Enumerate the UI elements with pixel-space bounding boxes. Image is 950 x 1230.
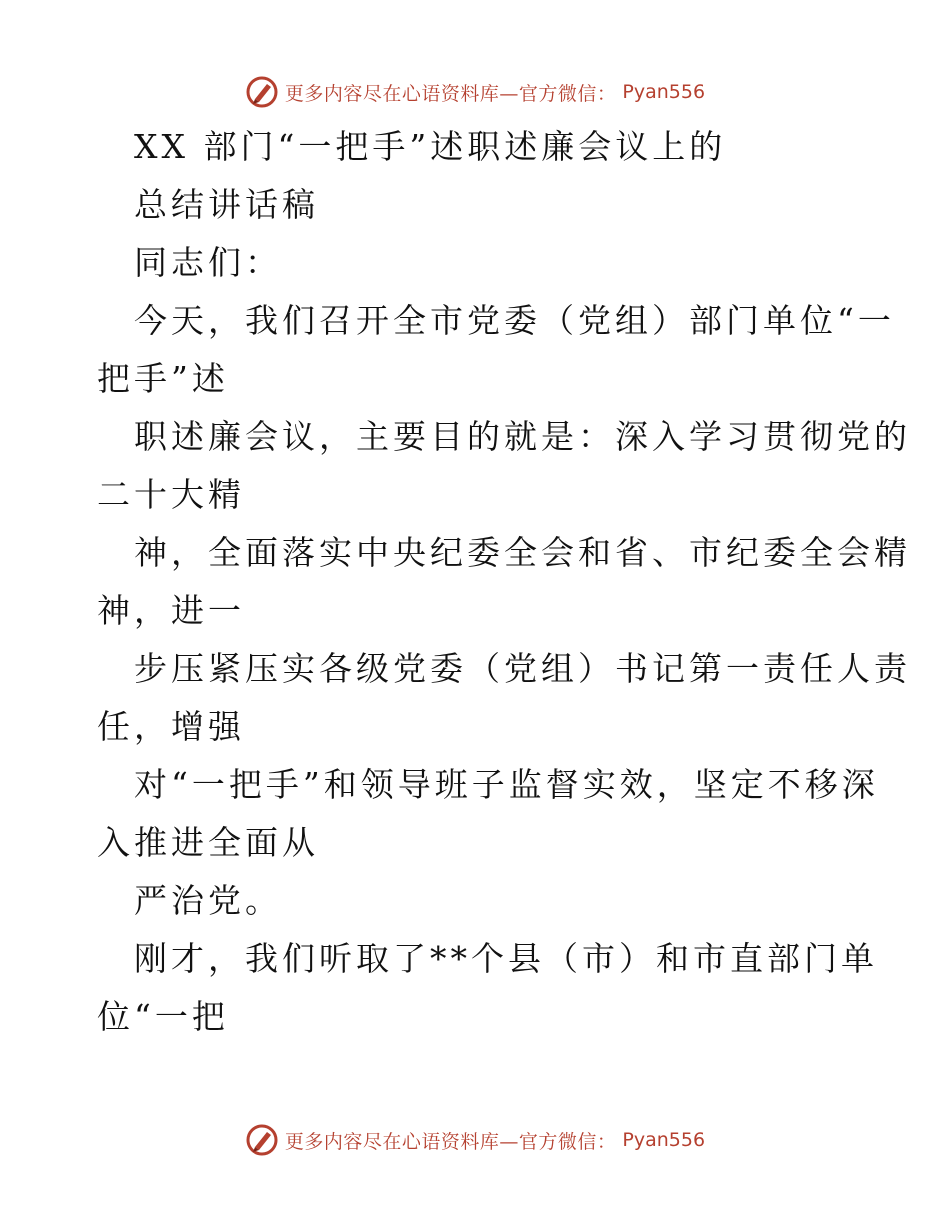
paragraph-line: 职述廉会议，主要目的就是：深入学习贯彻党的 — [134, 417, 911, 456]
paragraph-line: 任，增强 — [97, 707, 245, 746]
watermark-wechat-id: Pyan556 — [622, 1129, 706, 1151]
watermark-group — [245, 75, 705, 109]
document-title-line-2: 总结讲话稿 — [134, 185, 319, 224]
paragraph-line: 神，全面落实中央纪委全会和省、市纪委全会精 — [134, 533, 911, 572]
document-title-line-1: XX 部门“一把手”述职述廉会议上的 — [134, 127, 727, 166]
watermark-text: 更多内容尽在心语资料库—官方微信： — [284, 82, 617, 105]
paragraph-line: 今天，我们召开全市党委（党组）部门单位“一 — [134, 301, 895, 340]
paragraph-line: 二十大精 — [97, 475, 245, 514]
paragraph-line: 神，进一 — [97, 591, 245, 630]
paragraph-line: 对“一把手”和领导班子监督实效，坚定不移深 — [134, 765, 879, 804]
salutation: 同志们： — [134, 243, 282, 282]
paragraph-line: 把手”述 — [97, 359, 229, 398]
paragraph-line: 位“一把 — [97, 997, 229, 1036]
watermark-wechat-id: Pyan556 — [622, 81, 706, 103]
watermark-group — [245, 1123, 705, 1157]
watermark-text: 更多内容尽在心语资料库—官方微信： — [284, 1130, 617, 1153]
header-watermark — [0, 72, 950, 112]
pen-circle-logo-icon — [245, 1123, 279, 1157]
paragraph-line: 严治党。 — [134, 881, 282, 920]
footer-watermark — [0, 1120, 950, 1160]
paragraph-line: 刚才，我们听取了**个县（市）和市直部门单 — [134, 939, 878, 978]
pen-circle-logo-icon — [245, 75, 279, 109]
paragraph-line: 步压紧压实各级党委（党组）书记第一责任人责 — [134, 649, 911, 688]
paragraph-line: 入推进全面从 — [97, 823, 319, 862]
